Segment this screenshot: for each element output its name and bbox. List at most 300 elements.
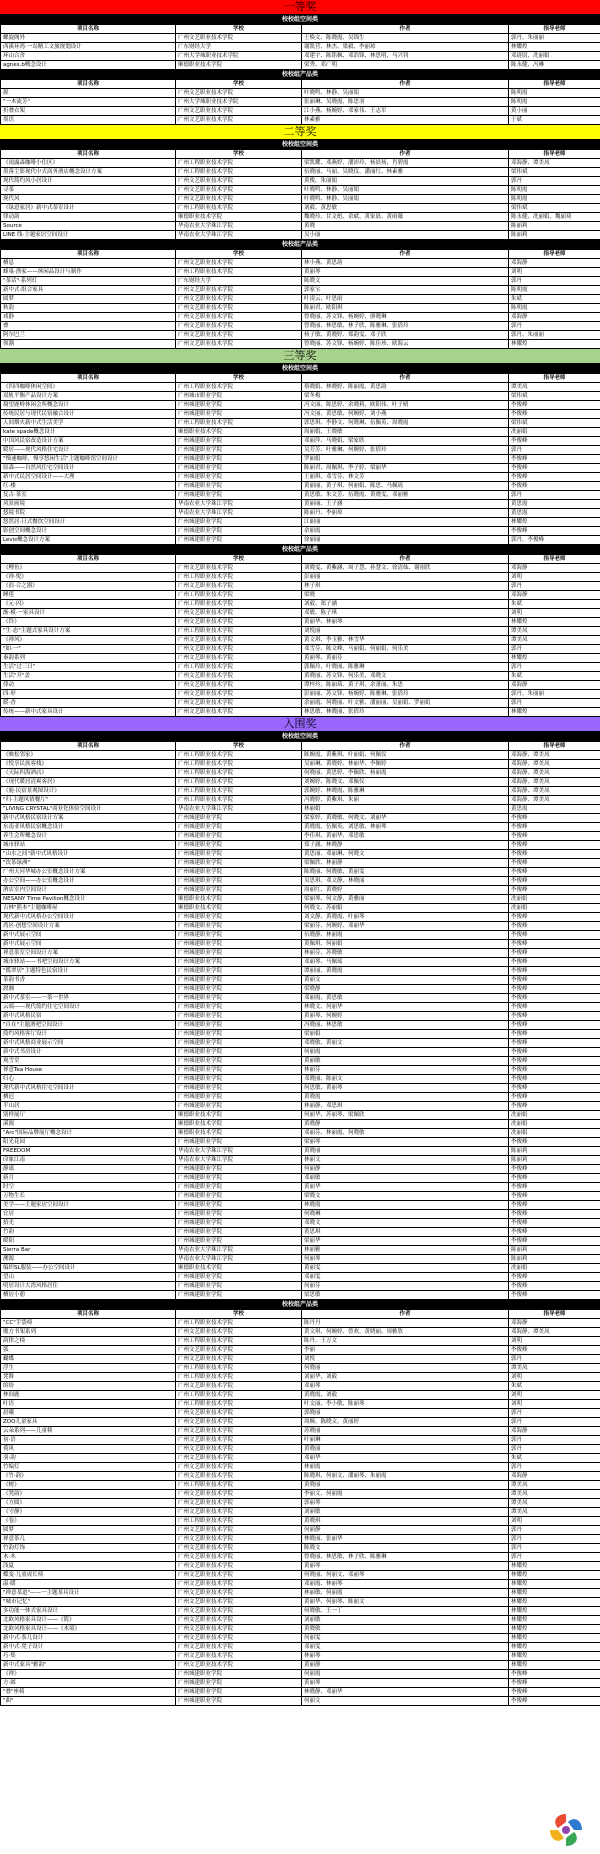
table-row bbox=[1, 295, 600, 304]
school-cell: 广东财经大学 bbox=[176, 277, 302, 286]
table-row bbox=[1, 518, 600, 527]
advisor-cell: 刘明 bbox=[509, 609, 600, 618]
school-cell: 广州城建职业学院 bbox=[176, 464, 302, 473]
advisor-cell: 郭丹 bbox=[509, 645, 600, 654]
author-cell: 黄丽华 bbox=[302, 1183, 509, 1192]
advisor-cell: 李俊峰 bbox=[509, 1291, 600, 1300]
author-cell: 郭家宝 bbox=[302, 286, 509, 295]
advisor-cell: 梁伟斌 bbox=[509, 392, 600, 401]
school-cell: 广州城市职业学院 bbox=[176, 392, 302, 401]
advisor-cell: 李俊峰 bbox=[509, 1697, 600, 1706]
author-cell: 谭梓玲、陈丽琦、黄子琪、余萧丽、朱思 bbox=[302, 681, 509, 690]
school-cell: 广州文艺职业技术学院 bbox=[176, 1562, 302, 1571]
author-cell: 何丽霞 bbox=[302, 1670, 509, 1679]
project-name-cell: 《四四咖啡休闲空间》 bbox=[1, 383, 176, 392]
project-name-cell: 酒店室内空间设计 bbox=[1, 886, 176, 895]
table-row bbox=[1, 392, 600, 401]
advisor-cell: 邓海静 bbox=[509, 1427, 600, 1436]
project-name-cell: 墨语 bbox=[1, 116, 176, 125]
advisor-cell: 谭美凤 bbox=[509, 1490, 600, 1499]
advisor-cell: 李俊峰 bbox=[509, 1075, 600, 1084]
author-cell: 邓雪芬、陈文峰、马丽娟、何丽娟、何乐美 bbox=[302, 645, 509, 654]
school-header: 学校 bbox=[176, 374, 302, 383]
author-cell: 吴小丽 bbox=[302, 231, 509, 240]
school-cell: 广州城建职业学院 bbox=[176, 1219, 302, 1228]
winners-table bbox=[0, 741, 600, 1300]
project-name-cell: 双轨平衡产品设计方案 bbox=[1, 392, 176, 401]
advisor-cell: 李俊峰 bbox=[509, 410, 600, 419]
table-row bbox=[1, 1264, 600, 1273]
author-cell: 何晓文、苏丽娟 bbox=[302, 904, 509, 913]
project-name-cell: 圆梦 bbox=[1, 295, 176, 304]
author-cell: 黄丽琴 bbox=[302, 1679, 509, 1688]
table-row bbox=[1, 787, 600, 796]
advisor-cell: 邓海静、谭美凤 bbox=[509, 760, 600, 769]
advisor-cell: 郭丹 bbox=[509, 277, 600, 286]
project-name-cell: 律动韵 bbox=[1, 213, 176, 222]
author-cell: 林素雅 bbox=[302, 116, 509, 125]
advisor-header: 指导老师 bbox=[509, 555, 600, 564]
advisor-cell: 李俊峰 bbox=[509, 1012, 600, 1021]
author-cell: 陈晓琪、何丽文、潘丽琴、朱丽霞 bbox=[302, 1472, 509, 1481]
table-row bbox=[1, 1607, 600, 1616]
advisor-cell: 郭丹 bbox=[509, 1544, 600, 1553]
school-cell: 广州城建职业学院 bbox=[176, 931, 302, 940]
project-name-cell: 缤纷 bbox=[1, 1382, 176, 1391]
author-header: 作者 bbox=[302, 25, 509, 34]
table-row bbox=[1, 116, 600, 125]
author-cell: 谭丽丽、黄晓霞 bbox=[302, 967, 509, 976]
award-level-heading: 二等奖 bbox=[0, 125, 600, 140]
school-cell: 广州城建职业学院 bbox=[176, 922, 302, 931]
advisor-cell: 谭美凤 bbox=[509, 383, 600, 392]
author-cell: 何思敏、黄丽琴 bbox=[302, 1084, 509, 1093]
project-name-cell: 源 bbox=[1, 89, 176, 98]
author-cell: 邓晓敏、黄丽文 bbox=[302, 1039, 509, 1048]
project-name-cell: 晨曦 bbox=[1, 1409, 176, 1418]
author-cell: 黄文琪、何婉婷、曾欢、黄晓丽、周雅欣 bbox=[302, 1328, 509, 1337]
project-name-cell: 《鲤鱼》 bbox=[1, 564, 176, 573]
author-cell: 林晓文、何丽华 bbox=[302, 1003, 509, 1012]
advisor-cell: 李俊峰 bbox=[509, 1228, 600, 1237]
advisor-cell: 谭美凤 bbox=[509, 1499, 600, 1508]
school-cell: 广州文艺职业技术学院 bbox=[176, 1544, 302, 1553]
school-cell: 广州城建职业学院 bbox=[176, 410, 302, 419]
advisor-cell: 冼丽娟 bbox=[509, 428, 600, 437]
table-row bbox=[1, 1129, 600, 1138]
table-row bbox=[1, 1337, 600, 1346]
winners-table bbox=[0, 249, 600, 349]
advisor-cell: 陈永健、冼丽娟、魏丽琦 bbox=[509, 213, 600, 222]
school-cell: 广州工程职业技术学院 bbox=[176, 769, 302, 778]
advisor-cell: 梁伟斌 bbox=[509, 204, 600, 213]
table-row bbox=[1, 1409, 600, 1418]
school-cell: 广州城建职业学院 bbox=[176, 1697, 302, 1706]
author-cell: 王丽琪、邓雪芬、林文芳 bbox=[302, 473, 509, 482]
school-cell: 广州工程职业技术学院 bbox=[176, 383, 302, 392]
project-name-cell: 养生会所概念设计 bbox=[1, 832, 176, 841]
project-name-cell: 《元·闪》 bbox=[1, 600, 176, 609]
project-name-cell: 西溪环湾·一岛精工文旅规划设计 bbox=[1, 43, 176, 52]
advisor-cell: 林耀煌 bbox=[509, 1661, 600, 1670]
author-cell: 梁晓 bbox=[302, 591, 509, 600]
table-row bbox=[1, 1445, 600, 1454]
project-name-cell: 人间烟火新中式生活美学 bbox=[1, 419, 176, 428]
project-name-cell: 广州天河华城办公室概念设计方案 bbox=[1, 868, 176, 877]
project-name-cell: 方·圆 bbox=[1, 1679, 176, 1688]
author-cell: 邓丽芬、林丽霞、何晓敏 bbox=[302, 1129, 509, 1138]
school-cell: 广州工程职业技术学院 bbox=[176, 268, 302, 277]
advisor-cell: 郭丹 bbox=[509, 1526, 600, 1535]
advisor-cell: 郭丹 bbox=[509, 1436, 600, 1445]
school-cell: 广州文艺职业技术学院 bbox=[176, 186, 302, 195]
project-name-header: 项目名称 bbox=[1, 1310, 176, 1319]
school-cell: 广州城建职业学院 bbox=[176, 473, 302, 482]
school-cell: 广州城建职业学院 bbox=[176, 1237, 302, 1246]
school-header: 学校 bbox=[176, 250, 302, 259]
school-cell: 广州工程职业技术学院 bbox=[176, 600, 302, 609]
advisor-cell: 邓海静、谭美凤 bbox=[509, 159, 600, 168]
table-row bbox=[1, 1255, 600, 1264]
advisor-cell: 邓海静、谭美凤 bbox=[509, 796, 600, 805]
advisor-cell: 林耀煌 bbox=[509, 654, 600, 663]
author-cell: 黄文琪、李玉雅、林雪华 bbox=[302, 636, 509, 645]
table-row bbox=[1, 573, 600, 582]
advisor-header: 指导老师 bbox=[509, 742, 600, 751]
author-cell: 陈丹丹 bbox=[302, 1319, 509, 1328]
school-cell: 广州文艺职业技术学院 bbox=[176, 1328, 302, 1337]
school-cell: 广州文艺职业技术学院 bbox=[176, 636, 302, 645]
project-name-cell: 简约风格客厅设计 bbox=[1, 1030, 176, 1039]
project-name-cell: 新中式展示空间 bbox=[1, 931, 176, 940]
school-cell: 华南农业大学珠江学院 bbox=[176, 500, 302, 509]
project-name-cell: FREEDOM bbox=[1, 1147, 176, 1156]
school-cell: 广州城建职业学院 bbox=[176, 886, 302, 895]
author-cell: 冯晓婷、黄紫琪、朱丽 bbox=[302, 796, 509, 805]
author-cell: 刘毅、黄思敏 bbox=[302, 204, 509, 213]
author-cell: 邓丽霞、林丽琴 bbox=[302, 1580, 509, 1589]
author-cell: 黄晓丽 bbox=[302, 1445, 509, 1454]
advisor-cell: 李俊峰 bbox=[509, 1210, 600, 1219]
advisor-cell: 李俊峰 bbox=[509, 985, 600, 994]
author-cell: 林丽琴 bbox=[302, 1652, 509, 1661]
school-cell: 广州文艺职业技术学院 bbox=[176, 116, 302, 125]
project-name-cell: 新中式书房设计 bbox=[1, 1048, 176, 1057]
project-name-cell: NESANY Time Pavilion概念设计 bbox=[1, 895, 176, 904]
school-cell: 广州工程职业技术学院 bbox=[176, 591, 302, 600]
author-cell: 林丽娟 bbox=[302, 805, 509, 814]
advisor-cell: 郭丹 bbox=[509, 582, 600, 591]
project-name-cell: 宜居 bbox=[1, 1210, 176, 1219]
advisor-cell: 林耀煌 bbox=[509, 1589, 600, 1598]
author-cell: 梁丽娟 bbox=[302, 1030, 509, 1039]
advisor-header: 指导老师 bbox=[509, 250, 600, 259]
advisor-cell: 李俊峰 bbox=[509, 1039, 600, 1048]
school-cell: 广州城建职业学院 bbox=[176, 1102, 302, 1111]
author-cell: 何丽静 bbox=[302, 1165, 509, 1174]
table-row bbox=[1, 1147, 600, 1156]
author-cell: 伍晓丽、马丽、吴晓仪、潘丽红、林素雅 bbox=[302, 168, 509, 177]
author-cell: 徐丽丽 bbox=[302, 536, 509, 545]
advisor-cell: 李俊峰 bbox=[509, 1048, 600, 1057]
project-name-cell: "禅意茶道"——一主题茶具设计 bbox=[1, 1589, 176, 1598]
project-name-cell: 现代新中式风格住宅空间设计 bbox=[1, 1084, 176, 1093]
author-cell: 林丽静、邓思琪 bbox=[302, 1102, 509, 1111]
author-cell: 林丽芬 bbox=[302, 1066, 509, 1075]
table-row bbox=[1, 913, 600, 922]
table-row bbox=[1, 627, 600, 636]
project-name-cell: 暖居——现代风格住宅设计 bbox=[1, 446, 176, 455]
table-row bbox=[1, 1562, 600, 1571]
advisor-cell: 邓海静 bbox=[509, 313, 600, 322]
author-cell: 曾晓丽、林思敏、林子欣、陈雅琳、张倩玲 bbox=[302, 322, 509, 331]
table-row bbox=[1, 690, 600, 699]
table-row bbox=[1, 868, 600, 877]
table-row bbox=[1, 994, 600, 1003]
project-name-cell: "归·主题风情餐厅" bbox=[1, 796, 176, 805]
project-name-cell: 悠然居·日式餐饮空间设计 bbox=[1, 518, 176, 527]
advisor-cell: 李俊峰 bbox=[509, 1670, 600, 1679]
table-row bbox=[1, 751, 600, 760]
author-cell: 黄晓静 bbox=[302, 1120, 509, 1129]
table-row bbox=[1, 1688, 600, 1697]
school-cell: 广州工程职业技术学院 bbox=[176, 1373, 302, 1382]
project-name-header: 项目名称 bbox=[1, 742, 176, 751]
advisor-cell: 邓海静、谭美凤 bbox=[509, 787, 600, 796]
school-cell: 广州文艺职业技术学院 bbox=[176, 708, 302, 717]
advisor-cell: 李俊峰 bbox=[509, 1165, 600, 1174]
author-cell: 林丽芬、苏晓敏 bbox=[302, 949, 509, 958]
project-name-cell: 复古·茶室 bbox=[1, 491, 176, 500]
project-name-cell: 睡莲 bbox=[1, 591, 176, 600]
project-name-cell: 折叠衣架 bbox=[1, 107, 176, 116]
school-cell: 广州文艺职业技术学院 bbox=[176, 690, 302, 699]
author-header: 作者 bbox=[302, 250, 509, 259]
author-header: 作者 bbox=[302, 80, 509, 89]
table-row bbox=[1, 600, 600, 609]
project-name-cell: "城市记忆" bbox=[1, 1598, 176, 1607]
table-row bbox=[1, 322, 600, 331]
author-cell: 黄晓 bbox=[302, 222, 509, 231]
advisor-cell: 黄思霞 bbox=[509, 805, 600, 814]
school-cell: 广州文艺职业技术学院 bbox=[176, 1571, 302, 1580]
table-row bbox=[1, 204, 600, 213]
school-cell: 广州文艺职业技术学院 bbox=[176, 1553, 302, 1562]
project-name-cell: 现代新中式风格办公空间设计 bbox=[1, 913, 176, 922]
table-row bbox=[1, 1508, 600, 1517]
school-cell: 广州文艺职业技术学院 bbox=[176, 1643, 302, 1652]
project-name-cell: 竹韵 bbox=[1, 1228, 176, 1237]
author-cell: 陈丹、王万文 bbox=[302, 1337, 509, 1346]
school-cell: 广州文艺职业技术学院 bbox=[176, 1499, 302, 1508]
author-cell: 陈丽丹、李丽琼 bbox=[302, 509, 509, 518]
project-name-header: 项目名称 bbox=[1, 80, 176, 89]
author-cell: 邓丽琴 bbox=[302, 1382, 509, 1391]
advisor-cell: 李俊峰 bbox=[509, 482, 600, 491]
project-name-cell: 风景画境 bbox=[1, 500, 176, 509]
author-cell: 梁冬梅 bbox=[302, 392, 509, 401]
author-cell: 陈丽君、周佩琪、李子婷、梁丽华 bbox=[302, 464, 509, 473]
project-name-cell: "慢速咖啡，慢享悠闲生活"主题咖啡馆空间设计 bbox=[1, 455, 176, 464]
author-cell: 刘丽敏 bbox=[302, 1508, 509, 1517]
author-cell: 冯文丽、陈思婷、余晓莉、欧阳伟、叶子晴 bbox=[302, 401, 509, 410]
author-cell: 邓丽雯 bbox=[302, 1273, 509, 1282]
school-cell: 广州文艺职业技术学院 bbox=[176, 1625, 302, 1634]
advisor-cell: 李俊峰 bbox=[509, 832, 600, 841]
advisor-cell: 郭丹 bbox=[509, 1409, 600, 1418]
table-row bbox=[1, 1427, 600, 1436]
advisor-cell: 陈丽莉 bbox=[509, 1147, 600, 1156]
project-name-cell: 现代简约风小居设计 bbox=[1, 177, 176, 186]
table-header-row bbox=[1, 80, 600, 89]
school-cell: 广州城建职业学院 bbox=[176, 1084, 302, 1093]
author-cell: 黄丽琴、黄丽芬 bbox=[302, 654, 509, 663]
table-row bbox=[1, 61, 600, 70]
school-cell: 广州工程职业技术学院 bbox=[176, 1319, 302, 1328]
school-cell: 广州文艺职业技术学院 bbox=[176, 1598, 302, 1607]
project-name-cell: 蝴蝶 bbox=[1, 1355, 176, 1364]
project-name-cell: 环山合舍 bbox=[1, 52, 176, 61]
advisor-cell: 郭丹 bbox=[509, 699, 600, 708]
award-level-heading: 入围奖 bbox=[0, 717, 600, 732]
advisor-cell: 林耀煌 bbox=[509, 1652, 600, 1661]
author-cell: 郑子涵、林晓静 bbox=[302, 841, 509, 850]
advisor-cell: 谭美凤 bbox=[509, 627, 600, 636]
project-name-cell: 林间鹿 bbox=[1, 1391, 176, 1400]
advisor-cell: 邓海静 bbox=[509, 681, 600, 690]
school-cell: 广州城建职业学院 bbox=[176, 1003, 302, 1012]
project-name-cell: 栖息 bbox=[1, 259, 176, 268]
advisor-cell: 陈明霞 bbox=[509, 286, 600, 295]
school-cell: 广州文艺职业技术学院 bbox=[176, 195, 302, 204]
project-name-cell: "揽翠居"主题特色民宿设计 bbox=[1, 967, 176, 976]
advisor-cell: 邓尉尉、冼丽娟 bbox=[509, 52, 600, 61]
table-row bbox=[1, 527, 600, 536]
advisor-header: 指导老师 bbox=[509, 374, 600, 383]
table-row bbox=[1, 1084, 600, 1093]
project-name-cell: 凝望鹿岭休闲会所概念设计 bbox=[1, 401, 176, 410]
advisor-cell: 陈丽莉 bbox=[509, 231, 600, 240]
project-name-cell: 多功能一体式家具设计 bbox=[1, 1607, 176, 1616]
table-row bbox=[1, 222, 600, 231]
advisor-cell: 林耀煌 bbox=[509, 1580, 600, 1589]
advisor-cell: 刘明 bbox=[509, 1517, 600, 1526]
school-cell: 广州文艺职业技术学院 bbox=[176, 672, 302, 681]
advisor-cell: 谭美凤 bbox=[509, 1364, 600, 1373]
school-cell: 广州文艺职业技术学院 bbox=[176, 582, 302, 591]
table-row bbox=[1, 814, 600, 823]
project-name-header: 项目名称 bbox=[1, 250, 176, 259]
school-cell: 广州城建职业学院 bbox=[176, 877, 302, 886]
author-cell: 周丽娟、王晓敏 bbox=[302, 428, 509, 437]
winners-table bbox=[0, 24, 600, 70]
school-cell: 广州城建职业学院 bbox=[176, 1030, 302, 1039]
project-name-cell: 律动 bbox=[1, 681, 176, 690]
table-row bbox=[1, 1030, 600, 1039]
advisor-cell: 李俊峰 bbox=[509, 527, 600, 536]
school-cell: 广州文艺职业技术学院 bbox=[176, 1652, 302, 1661]
table-row bbox=[1, 1039, 600, 1048]
table-row bbox=[1, 760, 600, 769]
school-cell: 广州城建职业学院 bbox=[176, 1093, 302, 1102]
author-cell: 罗丽娟 bbox=[302, 455, 509, 464]
author-cell: 杨子敏、黄晓婷、郑韵雯、邓子欣 bbox=[302, 331, 509, 340]
project-name-cell: "Arc"国际品牌展厅概念设计 bbox=[1, 1129, 176, 1138]
table-row bbox=[1, 564, 600, 573]
author-cell: 梁佩欣、林丽静 bbox=[302, 859, 509, 868]
table-row bbox=[1, 1625, 600, 1634]
school-cell: 广州文艺职业技术学院 bbox=[176, 1355, 302, 1364]
table-row bbox=[1, 1328, 600, 1337]
author-header: 作者 bbox=[302, 374, 509, 383]
author-cell: 林思敏、林晓丽、张倩玲 bbox=[302, 708, 509, 717]
school-cell: 广州文艺职业技术学院 bbox=[176, 1427, 302, 1436]
school-cell: 广州城建职业学院 bbox=[176, 536, 302, 545]
project-name-cell: 新中式·茶几设计 bbox=[1, 1634, 176, 1643]
author-cell: 刘婉婷、陈晓文、邓佩仪 bbox=[302, 778, 509, 787]
school-cell: 广州城建职业学院 bbox=[176, 985, 302, 994]
advisor-cell: 李俊峰 bbox=[509, 976, 600, 985]
advisor-cell: 李俊峰 bbox=[509, 850, 600, 859]
author-cell: 刘丽华、刘毅 bbox=[302, 1373, 509, 1382]
advisor-cell: 郭丹、朱丽丽 bbox=[509, 690, 600, 699]
project-name-cell: 时空 bbox=[1, 1183, 176, 1192]
school-cell: 广州文艺职业技术学院 bbox=[176, 654, 302, 663]
table-row bbox=[1, 89, 600, 98]
advisor-cell: 邓海静、谭美凤 bbox=[509, 778, 600, 787]
advisor-cell: 李俊峰 bbox=[509, 455, 600, 464]
advisor-cell: 邓海静 bbox=[509, 1472, 600, 1481]
table-row bbox=[1, 331, 600, 340]
author-cell: 冯晓丽、林思敏 bbox=[302, 1021, 509, 1030]
author-cell: 黄丽静 bbox=[302, 1661, 509, 1670]
project-name-cell: 悠境书院 bbox=[1, 509, 176, 518]
table-row bbox=[1, 1156, 600, 1165]
author-cell: 林丽雅 bbox=[302, 1246, 509, 1255]
author-cell: 黄丽丽、王子涵 bbox=[302, 500, 509, 509]
table-row bbox=[1, 1003, 600, 1012]
author-cell: 吴思琪、邓文静、林晓丽 bbox=[302, 877, 509, 886]
project-name-cell: 新中式风格民宿设计方案 bbox=[1, 814, 176, 823]
school-cell: 华南农业大学珠江学院 bbox=[176, 222, 302, 231]
category-heading: 校校组空间类 bbox=[0, 140, 600, 149]
school-cell: 广州城建职业学院 bbox=[176, 437, 302, 446]
table-row bbox=[1, 455, 600, 464]
table-row bbox=[1, 1093, 600, 1102]
project-name-cell: 生活"开"盖 bbox=[1, 672, 176, 681]
school-cell: 广州城建职业学院 bbox=[176, 1291, 302, 1300]
advisor-cell: 陈永健、冯琳 bbox=[509, 61, 600, 70]
school-cell: 广州城建职业学院 bbox=[176, 940, 302, 949]
school-cell: 广州工程职业技术学院 bbox=[176, 778, 302, 787]
project-name-cell: 《守静》 bbox=[1, 1508, 176, 1517]
table-row bbox=[1, 491, 600, 500]
advisor-cell: 谭美凤 bbox=[509, 1508, 600, 1517]
advisor-cell: 谭美凤 bbox=[509, 1481, 600, 1490]
school-cell: 广州工程职业技术学院 bbox=[176, 573, 302, 582]
table-row bbox=[1, 401, 600, 410]
school-cell: 广州文艺职业技术学院 bbox=[176, 699, 302, 708]
school-cell: 广州城建职业学院 bbox=[176, 1688, 302, 1697]
project-name-cell: 《绿意家居》新中式茶室设计 bbox=[1, 204, 176, 213]
author-cell: 郭丽琴 bbox=[302, 1499, 509, 1508]
table-header-row bbox=[1, 1310, 600, 1319]
project-name-cell: 北欧风格家具设计——《木境》 bbox=[1, 1625, 176, 1634]
project-name-cell: 阳光花园 bbox=[1, 1138, 176, 1147]
project-name-cell: "LIVING CRYSTAL"商业化体验空间设计 bbox=[1, 805, 176, 814]
school-cell: 广州文艺职业技术学院 bbox=[176, 681, 302, 690]
project-name-cell: 浅夏 bbox=[1, 1562, 176, 1571]
